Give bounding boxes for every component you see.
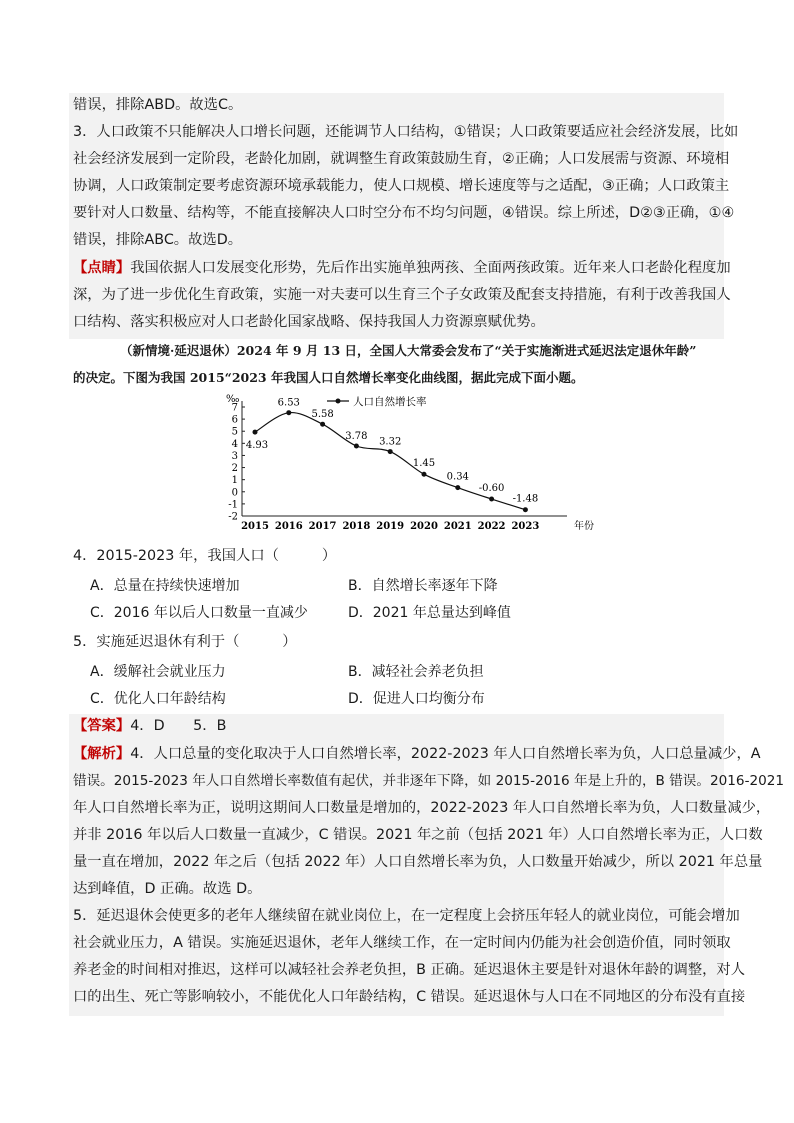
x-tick-label: 2022 [477, 521, 506, 532]
analysis-line: 错误。2015-2023 年人口自然增长率数值有起伏，并非逐年下降，如 2015-2016 年是上升的，B 错误。2016-2021 [73, 773, 785, 789]
x-tick-label: 2019 [376, 521, 405, 532]
analysis-label: 【解析】 [73, 746, 131, 762]
intro-line-1 [120, 341, 696, 359]
y-tick-label: 2 [231, 463, 238, 475]
q5-option-b[interactable]: B．减轻社会养老负担 [348, 664, 484, 680]
data-point [388, 449, 393, 454]
analysis-line: 口的出生、死亡等影响较小，不能优化人口年龄结构，C 错误。延迟退休与人口在不同地区的分布没有直接 [73, 989, 746, 1005]
intro-text-1: 2024 年 9 月 13 日，全国人大常委会发布了“关于实施渐进式延迟法定退休年龄” [236, 343, 697, 358]
tip-label: 【点睛】 [73, 260, 131, 276]
x-tick-label: 2016 [274, 521, 303, 532]
tip-line: 口结构、落实积极应对人口老龄化国家战略、保持我国人力资源禀赋优势。 [73, 314, 545, 330]
text-line: 协调，人口政策制定要考虑资源环境承载能力，使人口规模、增长速度等与之适配，③正确；人口政策主 [73, 178, 730, 194]
q4-option-b[interactable]: B．自然增长率逐年下降 [348, 578, 498, 594]
y-tick-label: 1 [231, 475, 238, 487]
y-tick-label: -2 [228, 511, 238, 523]
data-label: 5.58 [311, 409, 334, 421]
q5-stem: 5．实施延迟退休有利于（ ） [73, 634, 297, 650]
analysis-line: 量一直在增加，2022 年之后（包括 2022 年）人口自然增长率为负，人口数量开始减少，所以 2021 年总量 [73, 854, 763, 870]
x-tick-label: 2023 [511, 521, 540, 532]
x-tick-label: 2015 [241, 521, 269, 532]
text-line: 要针对人口数量、结构等，不能直接解决人口时空分布不均匀问题，④错误。综上所述，D②③正确，①④ [73, 205, 735, 221]
analysis-line [73, 744, 761, 764]
data-point [523, 507, 528, 512]
y-tick-label: 0 [231, 487, 238, 499]
legend-marker [336, 399, 341, 404]
data-label: 1.45 [412, 458, 436, 470]
y-axis-unit: ‰ [226, 394, 240, 405]
y-tick-label: 5 [231, 426, 238, 438]
y-tick-label: 3 [231, 450, 238, 462]
text-line: 社会经济发展到一定阶段，老龄化加剧，就调整生育政策鼓励生育，②正确；人口发展需与资源、环境相 [73, 151, 730, 167]
data-point [253, 430, 258, 435]
analysis-line: 5．延迟退休会使更多的老年人继续留在就业岗位上，在一定程度上会挤压年轻人的就业岗位，可能会增加 [73, 908, 740, 924]
data-label: 4.93 [245, 440, 269, 452]
q4-stem: 4．2015-2023 年，我国人口（ ） [73, 548, 337, 564]
data-label: -0.60 [478, 483, 505, 495]
y-tick-label: -1 [228, 499, 238, 511]
data-label: -1.48 [512, 493, 539, 505]
data-point [286, 410, 291, 415]
x-axis-label: 年份 [574, 521, 594, 532]
data-point [354, 443, 359, 448]
analysis-line: 并非 2016 年以后人口数量一直减少，C 错误。2021 年之前（包括 2021 年）人口自然增长率为正，人口数 [73, 827, 763, 843]
text-line: 错误，排除ABC。故选D。 [73, 232, 242, 248]
answer-label: 【答案】 [73, 718, 131, 734]
intro-tag: （新情境·延迟退休） [120, 343, 237, 358]
q4-option-a[interactable]: A．总量在持续快速增加 [90, 578, 240, 594]
q5-option-d[interactable]: D．促进人口均衡分布 [348, 691, 485, 707]
x-tick-label: 2020 [410, 521, 438, 532]
population-growth-chart [222, 390, 622, 540]
q4-option-d[interactable]: D．2021 年总量达到峰值 [348, 605, 511, 621]
series-line [255, 413, 525, 510]
data-label: 6.53 [277, 397, 300, 409]
tip-line: 深，为了进一步优化生育政策，实施一对夫妻可以生育三个子女政策及配套支持措施，有利于改善我国人 [73, 287, 731, 303]
intro-line-2: 的决定。下图为我国 2015“2023 年我国人口自然增长率变化曲线图，据此完成下面小题。 [73, 370, 584, 385]
data-label: 0.34 [446, 471, 469, 483]
data-label: 3.78 [345, 430, 368, 442]
data-point [320, 422, 325, 427]
analysis-text: 4．人口总量的变化取决于人口自然增长率，2022-2023 年人口自然增长率为负，人口总量减少，A [130, 746, 761, 762]
answer-line [73, 716, 226, 736]
analysis-line: 达到峰值，D 正确。故选 D。 [73, 881, 262, 897]
y-tick-label: 7 [231, 402, 238, 414]
text-line: 错误，排除ABD。故选C。 [73, 97, 243, 113]
q4-option-c[interactable]: C．2016 年以后人口数量一直减少 [90, 605, 308, 621]
x-tick-label: 2018 [342, 521, 371, 532]
tip-line [73, 258, 731, 278]
data-point [455, 485, 460, 490]
answer-text: 4．D 5．B [130, 718, 227, 734]
q5-option-a[interactable]: A．缓解社会就业压力 [90, 664, 226, 680]
text-line: 3．人口政策不只能解决人口增长问题，还能调节人口结构，①错误；人口政策要适应社会经济发展，比如 [73, 124, 739, 140]
legend-label: 人口自然增长率 [353, 396, 427, 408]
data-point [422, 472, 427, 477]
analysis-line: 年人口自然增长率为正，说明这期间人口数量是增加的，2022-2023 年人口自然增长率为负，人口数量减少， [73, 800, 771, 816]
tip-text: 我国依据人口发展变化形势，先后作出实施单独两孩、全面两孩政策。近年来人口老龄化程度加 [130, 260, 731, 276]
analysis-line: 社会就业压力，A 错误。实施延迟退休，老年人继续工作，在一定时间内仍能为社会创造价值，同时领取 [73, 935, 731, 951]
q5-option-c[interactable]: C．优化人口年龄结构 [90, 691, 226, 707]
data-label: 3.32 [379, 436, 402, 448]
x-tick-label: 2021 [443, 521, 472, 532]
y-tick-label: 6 [231, 414, 238, 426]
x-tick-label: 2017 [308, 521, 337, 532]
data-point [489, 497, 494, 502]
analysis-line: 养老金的时间相对推迟，这样可以减轻社会养老负担，B 正确。延迟退休主要是针对退休年龄的调整，对人 [73, 962, 746, 978]
y-tick-label: 4 [231, 438, 238, 450]
